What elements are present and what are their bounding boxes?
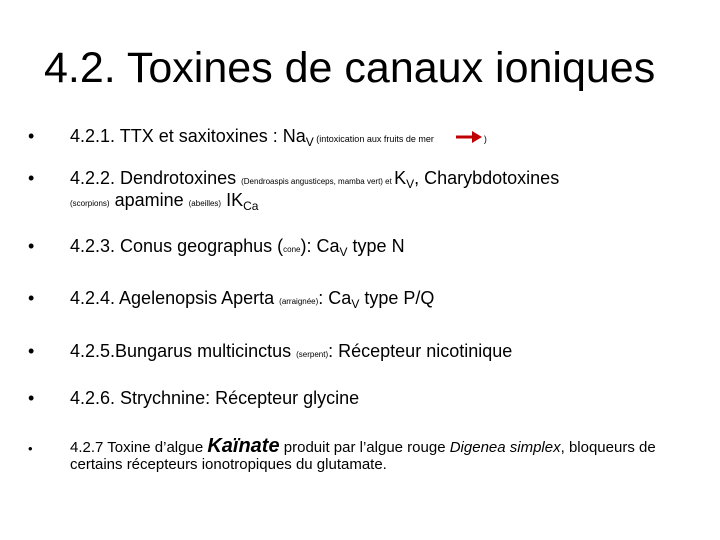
bullet-marker: • (28, 341, 35, 361)
item-text: 4.2.6. Strychnine: Récepteur glycine (70, 388, 360, 408)
bullet-marker: • (28, 126, 35, 146)
item-text: 4.2.1. TTX et saxitoxines : $Na_V$ (intoxication aux fruits de mer ) (70, 126, 487, 149)
bullet-marker: • (28, 236, 35, 256)
bullet-marker: • (28, 168, 35, 188)
red-arrow-icon (456, 130, 482, 144)
bullet-marker: • (28, 388, 35, 408)
item-text: 4.2.5.Bungarus multicinctus (serpent): Récepteur nicotinique (70, 341, 513, 361)
bullet-marker: • (28, 288, 35, 308)
item-text: (scorpions) apamine (abeilles) $IK_{Ca}$ (70, 190, 259, 213)
slide-title: 4.2. Toxines de canaux ioniques (44, 44, 656, 92)
bullet-marker: • (28, 441, 33, 456)
item-text: 4.2.7 Toxine d’algue Kaïnate produit par l’algue rouge Digenea simplex, bloqueurs de certains récepteurs ionotropiques du glutamate. (70, 435, 656, 473)
item-text: 4.2.4. Agelenopsis Aperta (arraignée): $Ca_V$ type P/Q (70, 288, 435, 311)
item-text: 4.2.3. Conus geographus (cone): $Ca_V$ type N (70, 236, 405, 259)
item-text: 4.2.2. Dendrotoxines (Dendroaspis angusticeps, mamba vert) et $K_V$, Charybdotoxines (70, 168, 560, 191)
